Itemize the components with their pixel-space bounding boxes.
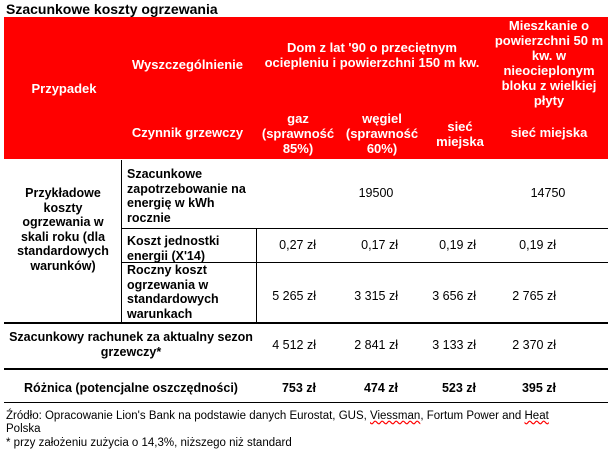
rachunek-label: Szacunkowy rachunek za aktualny sezon grzewczy* [9, 330, 253, 359]
header-siec-mieszkanie: sieć miejska [510, 125, 588, 140]
roznica-label: Różnica (potencjalne oszczędności) [24, 381, 238, 395]
roznica-mieszkanie: 395 zł [521, 381, 556, 395]
row-label-zapotrzebowanie: Szacunkowe zapotrzebowanie na energię w kWh rocznie [127, 167, 246, 225]
row3-siec: 3 656 zł [432, 289, 476, 303]
source-note [6, 410, 606, 436]
header-siec-dom: sieć miejska [436, 119, 484, 149]
header-gaz: gaz (sprawność 85%) [261, 111, 335, 156]
source-text-b: , Fortum Power and [420, 410, 525, 422]
rachunek-wegiel: 2 841 zł [354, 338, 398, 352]
row2-mieszkanie: 0,19 zł [519, 238, 556, 252]
roznica-gaz: 753 zł [281, 381, 316, 395]
source-text-c: Polska [6, 423, 41, 435]
divider [121, 262, 608, 263]
source-heat: Heat [524, 410, 549, 422]
row-label-roczny-koszt: Roczny koszt ogrzewania w standardowych warunkach [127, 263, 219, 321]
rachunek-gaz: 4 512 zł [272, 338, 316, 352]
row2-wegiel: 0,17 zł [361, 238, 398, 252]
row2-gaz: 0,27 zł [279, 238, 316, 252]
header-czynnik: Czynnik grzewczy [131, 125, 244, 140]
table-title: Szacunkowe koszty ogrzewania [6, 1, 218, 17]
header-mieszkanie: Mieszkanie o powierzchni 50 m kw. w nieocieplonym bloku z wielkiej płyty [494, 18, 604, 108]
source-text-a: Źródło: Opracowanie Lion's Bank na podstawie danych Eurostat, GUS, [6, 410, 371, 422]
header-przypadek: Przypadek [31, 81, 97, 96]
divider [256, 228, 257, 322]
source-viessman: Viessman [370, 410, 421, 422]
row1-dom-value: 19500 [358, 186, 394, 200]
row1-mieszkanie-value: 14750 [530, 186, 566, 200]
group-label: Przykładowe koszty ogrzewania w skali roku (dla standardowych warunków) [17, 186, 109, 273]
divider [121, 228, 608, 229]
row2-siec: 0,19 zł [439, 238, 476, 252]
rachunek-siec: 3 133 zł [432, 338, 476, 352]
row-label-koszt-jednostki: Koszt jednostki energii (X'14) [127, 234, 220, 263]
assumption-note: * przy założeniu zużycia o 14,3%, niższego niż standard [6, 437, 292, 449]
row3-wegiel: 3 315 zł [354, 289, 398, 303]
roznica-wegiel: 474 zł [363, 381, 398, 395]
divider [4, 402, 608, 403]
roznica-siec: 523 zł [441, 381, 476, 395]
header-dom: Dom z lat '90 o przeciętnym ociepleniu i powierzchni 150 m kw. [264, 40, 480, 70]
divider [4, 368, 608, 370]
header-wegiel: węgiel (sprawność 60%) [345, 111, 419, 156]
divider [4, 322, 608, 324]
row3-gaz: 5 265 zł [272, 289, 316, 303]
divider [121, 160, 122, 322]
header-wyszczegolnienie: Wyszczególnienie [131, 57, 243, 72]
row3-mieszkanie: 2 765 zł [512, 289, 556, 303]
rachunek-mieszkanie: 2 370 zł [512, 338, 556, 352]
